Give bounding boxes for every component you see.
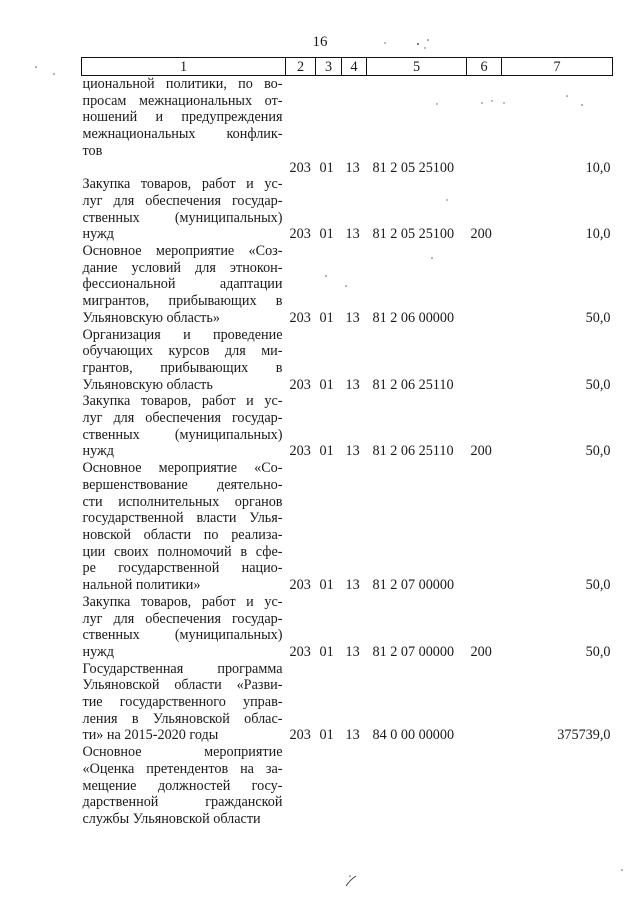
row-code-section: 01 — [319, 159, 334, 176]
row-target-article: 81 2 05 25100 — [372, 226, 455, 243]
row-amount: 50,0 — [585, 376, 611, 393]
row-amount — [502, 76, 613, 160]
column-header: 3 — [316, 58, 342, 76]
row-name-line: циональной политики, по во- — [82, 76, 283, 92]
row-code-section — [316, 76, 342, 160]
row-name-line: ношений и предупреждения — [82, 109, 283, 126]
table-row — [82, 327, 613, 394]
row-target-article: 81 2 06 25110 — [372, 376, 454, 393]
row-code-subsection: 13 — [345, 443, 360, 460]
row-code-section — [316, 744, 342, 828]
row-name-line: ции своих полномочий в сфе- — [82, 543, 283, 560]
row-name-line: нужд — [82, 443, 115, 460]
row-amount: 10,0 — [585, 159, 611, 176]
row-name-line: Закупка товаров, работ и ус- — [82, 393, 283, 410]
row-expense-type — [467, 744, 502, 828]
row-name-line: нужд — [82, 643, 115, 660]
row-name — [82, 243, 286, 327]
row-name — [82, 327, 286, 394]
row-name — [82, 594, 286, 661]
row-name-line: мещение должностей госу- — [82, 777, 283, 794]
row-amount: 50,0 — [585, 643, 611, 660]
row-name-line: Ульяновскую область» — [82, 309, 220, 326]
row-code-subsection: 13 — [345, 577, 360, 594]
row-name-line: Основное мероприятие «Со- — [82, 460, 283, 477]
row-name-line: тов — [82, 142, 103, 159]
row-name-line: ственных (муниципальных) — [82, 426, 283, 443]
row-code-subsection: 13 — [345, 727, 360, 744]
row-name — [82, 393, 286, 460]
row-amount: 50,0 — [585, 443, 611, 460]
row-name-line: обучающих курсов для ми- — [82, 343, 283, 360]
row-code-admin — [286, 744, 316, 828]
row-amount: 50,0 — [585, 577, 611, 594]
row-name-line: дание условий для этнокон- — [82, 259, 283, 276]
row-code-subsection: 13 — [345, 226, 360, 243]
row-code-admin: 203 — [289, 159, 311, 176]
row-expense-type — [467, 327, 502, 394]
column-header: 6 — [467, 58, 502, 76]
table-row — [82, 744, 613, 828]
row-name — [82, 460, 286, 594]
row-code-section: 01 — [319, 309, 334, 326]
budget-table — [81, 57, 613, 828]
row-code-admin: 203 — [289, 443, 311, 460]
row-name — [82, 160, 286, 177]
row-code-subsection: 13 — [345, 159, 360, 176]
row-code-admin — [286, 76, 316, 160]
row-code-admin: 203 — [289, 226, 311, 243]
row-name-line: «Оценка претендентов на за- — [82, 760, 283, 777]
row-name-line: Основное мероприятие «Соз- — [82, 243, 283, 260]
row-name-line: Закупка товаров, работ и ус- — [82, 593, 283, 610]
row-amount — [502, 744, 613, 828]
column-header: 7 — [502, 58, 613, 76]
row-name-line: фессиональной адаптации — [82, 276, 283, 293]
row-code-subsection: 13 — [345, 376, 360, 393]
row-name-line: сти исполнительных органов — [82, 493, 283, 510]
row-code-subsection: 13 — [345, 643, 360, 660]
table-row — [82, 594, 613, 661]
row-name-line: ре государственной нацио- — [82, 560, 283, 577]
column-header: 4 — [342, 58, 367, 76]
table-row — [82, 76, 613, 160]
row-amount: 50,0 — [585, 309, 611, 326]
row-name-line: луг для обеспечения государ- — [82, 192, 283, 209]
row-name-line: ственных (муниципальных) — [82, 209, 283, 226]
row-target-article: 81 2 05 25100 — [372, 159, 455, 176]
row-target-article — [367, 76, 467, 160]
row-name-line: ления в Ульяновской облас- — [82, 710, 283, 727]
row-expense-type — [467, 460, 502, 594]
row-code-section: 01 — [319, 443, 334, 460]
row-name-line: ственных (муниципальных) — [82, 627, 283, 644]
row-name-line: Организация и проведение — [82, 326, 283, 343]
row-name — [82, 176, 286, 243]
row-expense-type — [467, 160, 502, 177]
row-target-article: 81 2 07 00000 — [372, 577, 455, 594]
row-name-line: луг для обеспечения государ- — [82, 610, 283, 627]
row-code-section: 01 — [319, 376, 334, 393]
row-target-article: 81 2 07 00000 — [372, 643, 455, 660]
table-row — [82, 661, 613, 745]
row-name-line: грантов, прибывающих в — [82, 359, 283, 376]
row-expense-type: 200 — [470, 443, 492, 460]
row-name — [82, 76, 286, 160]
row-code-section: 01 — [319, 577, 334, 594]
row-expense-type: 200 — [470, 643, 492, 660]
row-name-line: Основное мероприятие — [82, 744, 283, 761]
row-target-article: 81 2 06 00000 — [372, 309, 455, 326]
row-amount: 375739,0 — [557, 727, 611, 744]
row-code-section: 01 — [319, 226, 334, 243]
table-row — [82, 393, 613, 460]
row-name — [82, 744, 286, 828]
row-name-line: тие государственного управ- — [82, 694, 283, 711]
row-code-subsection: 13 — [345, 309, 360, 326]
row-code-admin: 203 — [289, 376, 311, 393]
column-header: 5 — [367, 58, 467, 76]
row-name-line: дарственной гражданской — [82, 794, 283, 811]
row-code-subsection — [342, 76, 367, 160]
row-code-admin: 203 — [289, 577, 311, 594]
row-target-article: 81 2 06 25110 — [372, 443, 454, 460]
row-name-line: нальной политики» — [82, 577, 201, 594]
row-target-article: 84 0 00 00000 — [372, 727, 455, 744]
column-header: 1 — [82, 58, 286, 76]
column-header: 2 — [286, 58, 316, 76]
row-name-line: ти» на 2015-2020 годы — [82, 727, 219, 744]
row-name-line: межнациональных конфлик- — [82, 126, 283, 143]
row-expense-type — [467, 76, 502, 160]
row-name-line: нужд — [82, 226, 115, 243]
row-name-line: государственной власти Улья- — [82, 510, 283, 527]
row-expense-type: 200 — [470, 226, 492, 243]
table-row — [82, 243, 613, 327]
row-name-line: просам межнациональных от- — [82, 92, 283, 109]
row-name-line: Ульяновскую область — [82, 376, 213, 393]
row-name-line: Государственная программа — [82, 660, 283, 677]
row-name-line: мигрантов, прибывающих в — [82, 293, 283, 310]
row-amount: 10,0 — [585, 226, 611, 243]
table-row — [82, 460, 613, 594]
row-name-line: новской области по реализа- — [82, 526, 283, 543]
page-number: 16 — [312, 34, 328, 50]
row-name-line: Закупка товаров, работ и ус- — [82, 176, 283, 193]
row-expense-type — [467, 661, 502, 745]
row-code-admin: 203 — [289, 643, 311, 660]
row-name-line: службы Ульяновской области — [82, 810, 261, 827]
row-name-line: луг для обеспечения государ- — [82, 410, 283, 427]
row-expense-type — [467, 243, 502, 327]
row-code-section: 01 — [319, 643, 334, 660]
table-row — [82, 176, 613, 243]
row-name — [82, 661, 286, 745]
row-code-admin: 203 — [289, 727, 311, 744]
row-target-article — [367, 744, 467, 828]
table-row — [82, 160, 613, 177]
row-code-admin: 203 — [289, 309, 311, 326]
table-header-row — [82, 58, 613, 76]
row-name-line: вершенствование деятельно- — [82, 476, 283, 493]
row-code-section: 01 — [319, 727, 334, 744]
row-code-subsection — [342, 744, 367, 828]
row-name-line: Ульяновской области «Разви- — [82, 677, 283, 694]
